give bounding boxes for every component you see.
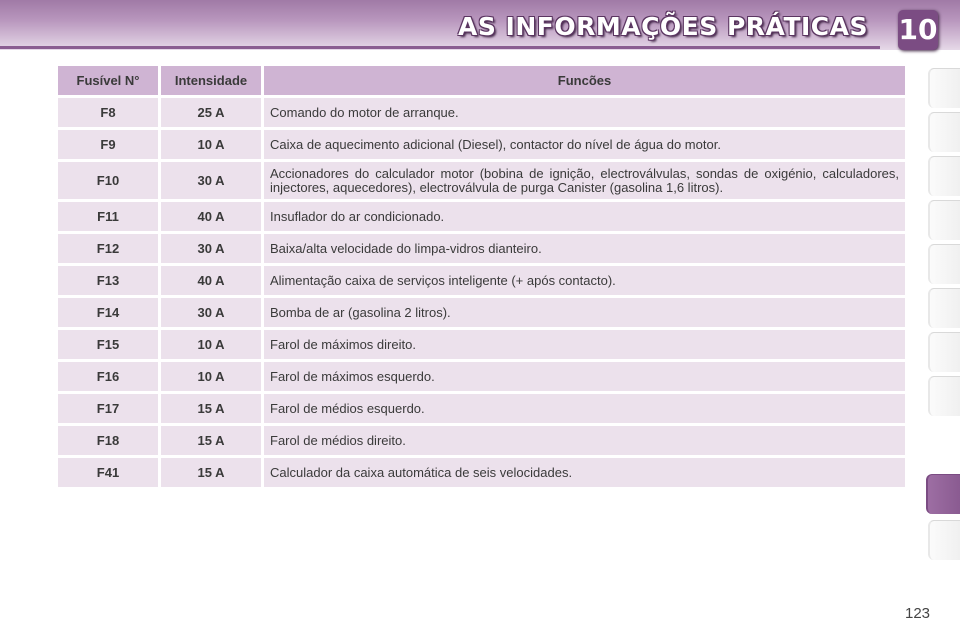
fuse-function: Comando do motor de arranque. [264, 98, 905, 127]
fuse-number: F8 [58, 98, 158, 127]
fuse-function: Farol de máximos direito. [264, 330, 905, 359]
fuse-number: F17 [58, 394, 158, 423]
fuse-number: F10 [58, 162, 158, 199]
fuse-table [55, 63, 908, 490]
fuse-function: Alimentação caixa de serviços inteligente (+ após contacto). [264, 266, 905, 295]
chapter-badge: 10 [898, 10, 938, 50]
fuse-function: Calculador da caixa automática de seis velocidades. [264, 458, 905, 487]
table-row [58, 130, 905, 159]
table-row [58, 266, 905, 295]
table-row [58, 298, 905, 327]
chapter-tab[interactable] [928, 68, 960, 108]
fuse-number: F41 [58, 458, 158, 487]
table-row [58, 458, 905, 487]
table-row [58, 362, 905, 391]
fuse-number: F12 [58, 234, 158, 263]
fuse-number: F15 [58, 330, 158, 359]
fuse-number: F18 [58, 426, 158, 455]
fuse-function: Farol de médios esquerdo. [264, 394, 905, 423]
fuse-intensity: 40 A [161, 266, 261, 295]
chapter-tab[interactable] [928, 112, 960, 152]
chapter-tab[interactable] [928, 156, 960, 196]
chapter-tab-active[interactable] [926, 474, 960, 514]
fuse-intensity: 15 A [161, 394, 261, 423]
fuse-intensity: 40 A [161, 202, 261, 231]
fuse-function: Baixa/alta velocidade do limpa-vidros dianteiro. [264, 234, 905, 263]
fuse-intensity: 15 A [161, 458, 261, 487]
fuse-number: F9 [58, 130, 158, 159]
column-header-fuse: Fusível N° [58, 66, 158, 95]
header-underline [0, 46, 880, 49]
fuse-intensity: 30 A [161, 234, 261, 263]
column-header-functions: Funcões [264, 66, 905, 95]
chapter-tab[interactable] [928, 288, 960, 328]
fuse-function: Bomba de ar (gasolina 2 litros). [264, 298, 905, 327]
fuse-function: Farol de máximos esquerdo. [264, 362, 905, 391]
fuse-intensity: 30 A [161, 162, 261, 199]
header-banner [0, 0, 960, 50]
fuse-number: F16 [58, 362, 158, 391]
chapter-tab[interactable] [928, 376, 960, 416]
fuse-intensity: 10 A [161, 330, 261, 359]
fuse-number: F14 [58, 298, 158, 327]
chapter-tabs [928, 68, 960, 574]
page-title: AS INFORMAÇÕES PRÁTICAS [457, 12, 868, 41]
table-row [58, 330, 905, 359]
fuse-intensity: 10 A [161, 362, 261, 391]
fuse-intensity: 25 A [161, 98, 261, 127]
fuse-intensity: 10 A [161, 130, 261, 159]
table-row [58, 426, 905, 455]
fuse-intensity: 30 A [161, 298, 261, 327]
table-header-row [58, 66, 905, 95]
table-row [58, 202, 905, 231]
chapter-tab[interactable] [928, 200, 960, 240]
fuse-function: Accionadores do calculador motor (bobina de ignição, electroválvulas, sondas de oxigénio, calculadores, injectores, aquecedores), electroválvula de purga Canister (gasolina 1,6 litros). [264, 162, 905, 199]
table-row [58, 98, 905, 127]
table-row [58, 162, 905, 199]
table-row [58, 234, 905, 263]
chapter-tab[interactable] [928, 520, 960, 560]
fuse-number: F11 [58, 202, 158, 231]
chapter-tab[interactable] [928, 244, 960, 284]
chapter-tab[interactable] [928, 332, 960, 372]
fuse-intensity: 15 A [161, 426, 261, 455]
fuse-function: Caixa de aquecimento adicional (Diesel), contactor do nível de água do motor. [264, 130, 905, 159]
page-number: 123 [905, 605, 931, 622]
table-row [58, 394, 905, 423]
column-header-intensity: Intensidade [161, 66, 261, 95]
fuse-number: F13 [58, 266, 158, 295]
fuse-function: Farol de médios direito. [264, 426, 905, 455]
fuse-function: Insuflador do ar condicionado. [264, 202, 905, 231]
